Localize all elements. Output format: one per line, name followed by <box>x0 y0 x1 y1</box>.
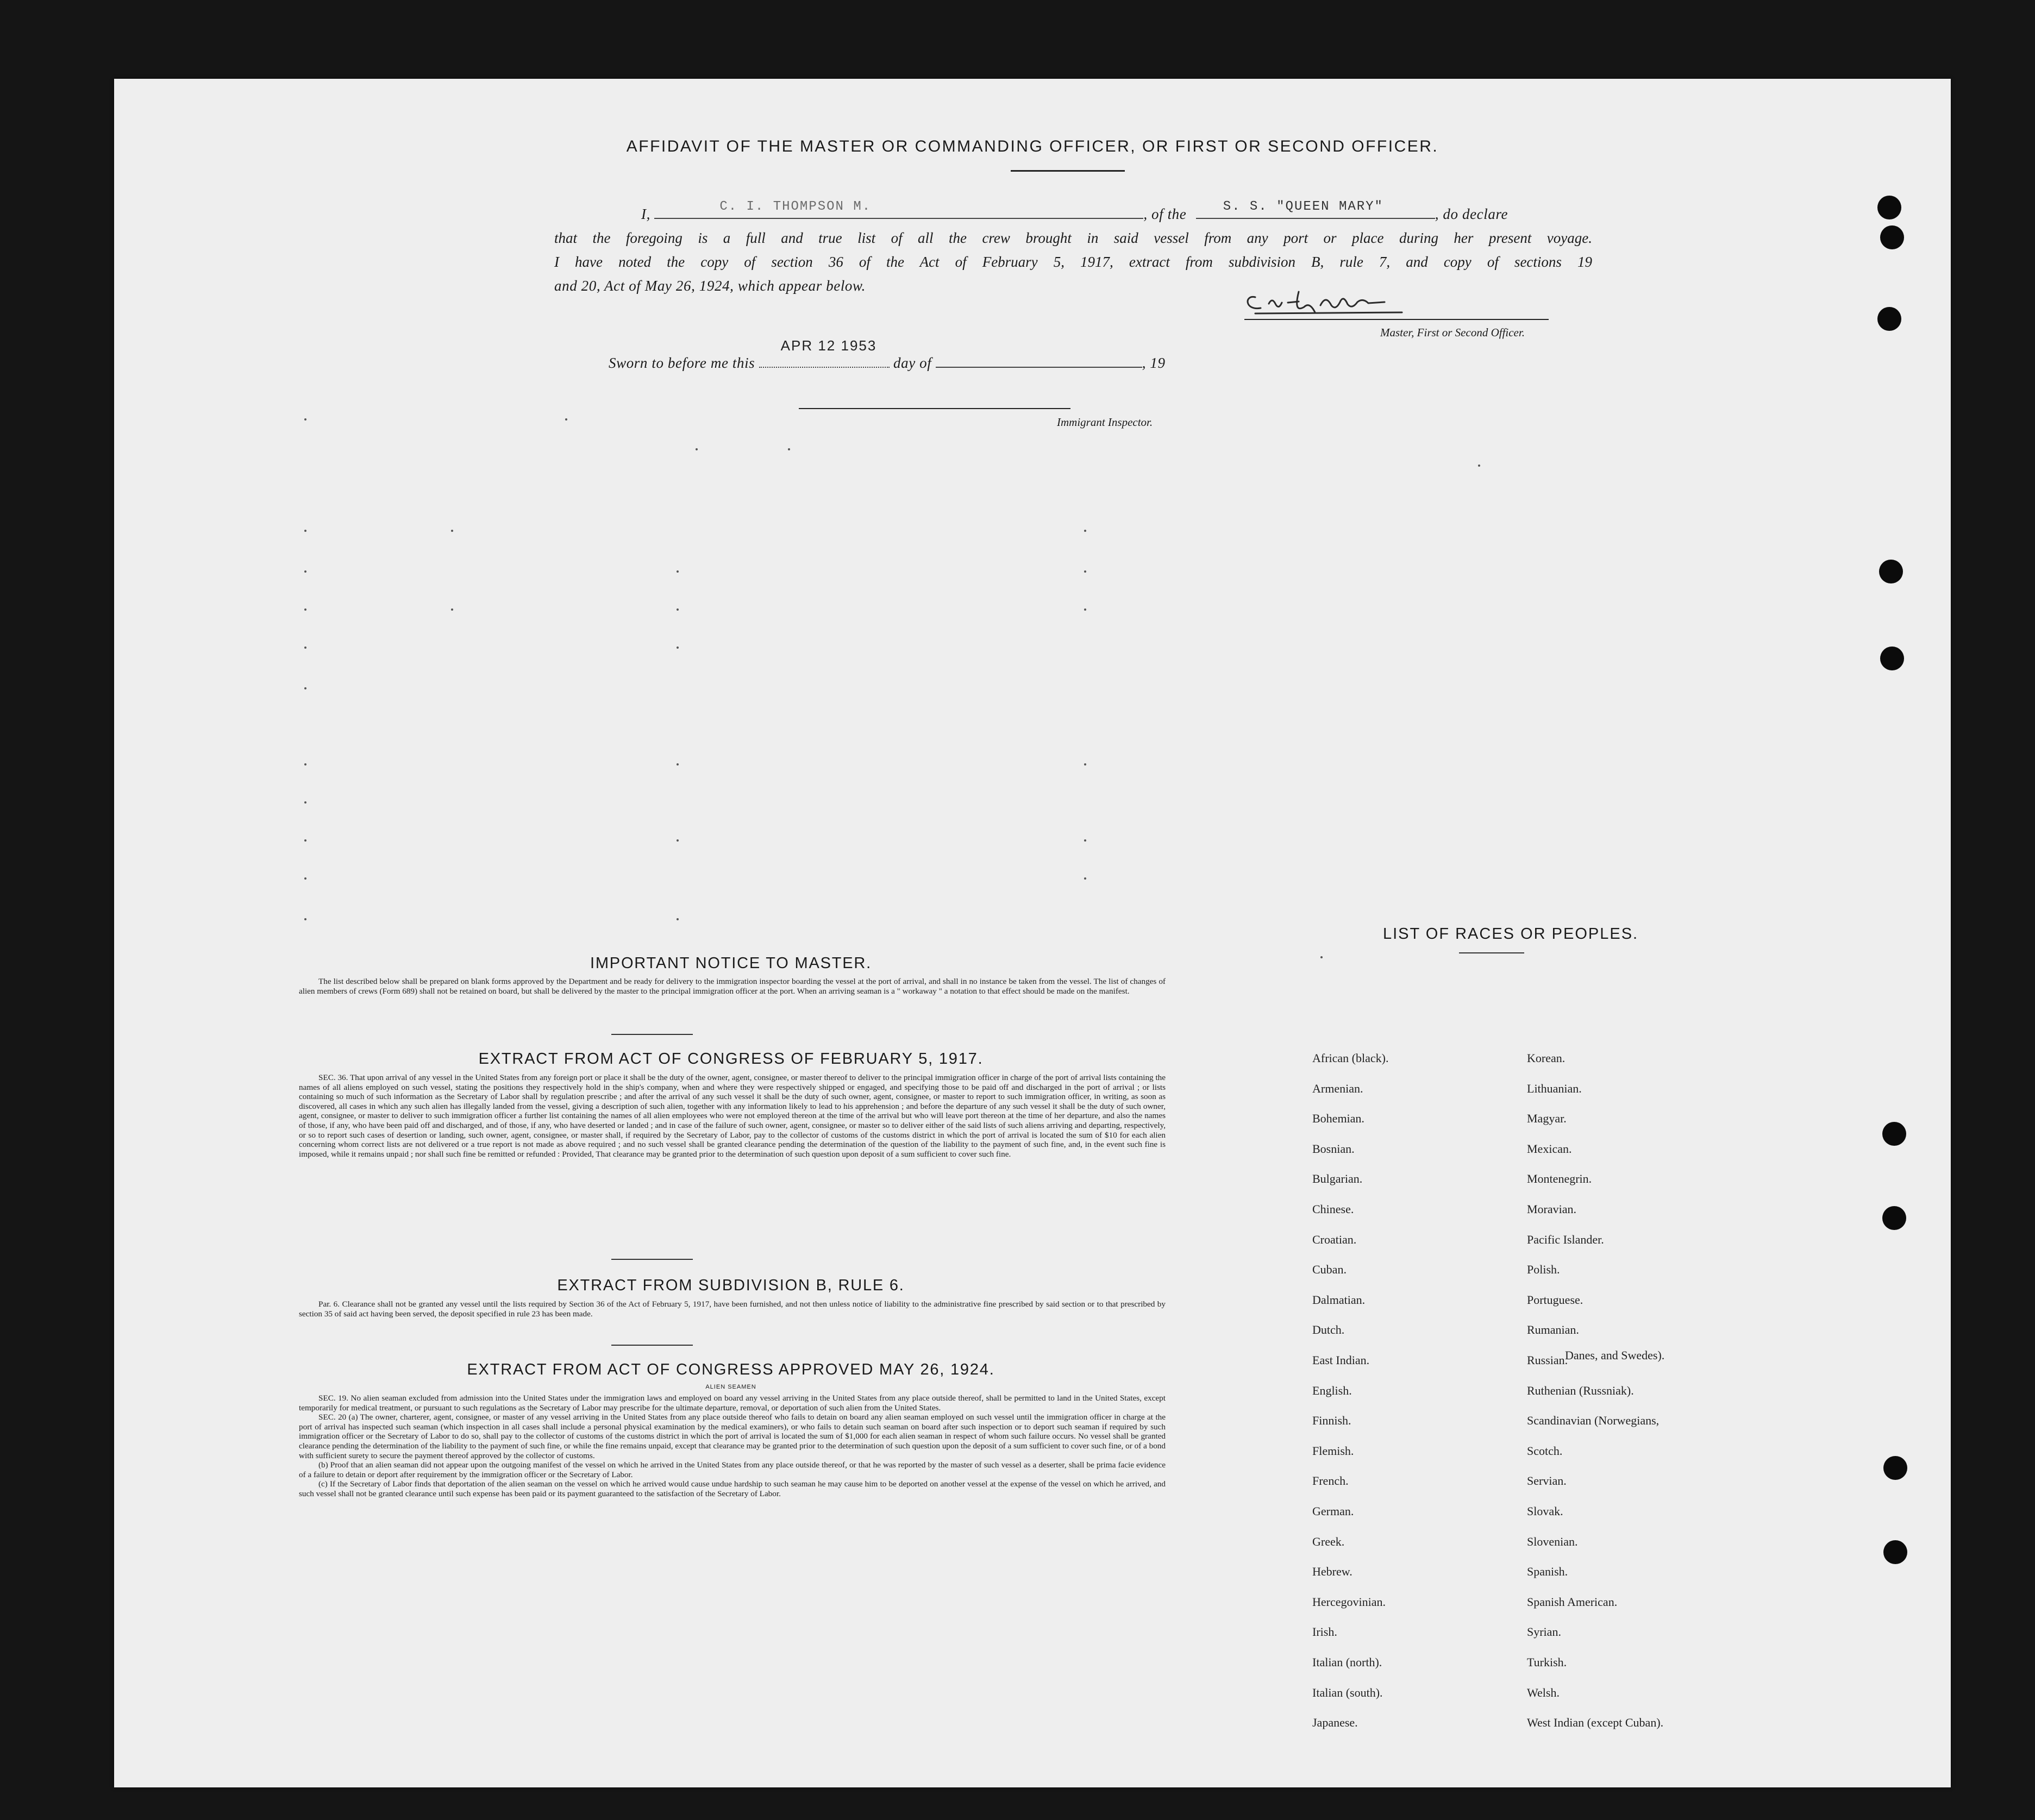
race-item: Montenegrin. <box>1527 1172 1592 1185</box>
master-name-field <box>654 199 1143 219</box>
notice-text <box>299 977 1166 996</box>
race-item: Croatian. <box>1312 1233 1357 1246</box>
sec-20b-paragraph: (b) Proof that an alien seaman did not appear upon the outgoing manifest of the vessel on which he arrived in the United States from any place outside thereof, or that he was reported by the master of such vessel as a deserter, shall be prima facie evidence of a failure to detain or deport after requirement by the immigration officer or the Secretary of Labor. <box>299 1460 1166 1479</box>
extract-1924-heading: EXTRACT FROM ACT OF CONGRESS APPROVED MAY 26, 1924. <box>467 1361 995 1378</box>
race-item: Chinese. <box>1312 1202 1354 1216</box>
race-item: Moravian. <box>1527 1202 1577 1216</box>
sworn-prefix: Sworn to before me this <box>609 355 755 371</box>
sworn-year: , 19 <box>1142 355 1166 371</box>
declaration-line-3: I have noted the copy of section 36 of the Act of February 5, 1917, extract from subdivision B, rule 7, and copy of sections 19 <box>554 254 1592 270</box>
punch-hole <box>1880 647 1904 670</box>
race-item: English. <box>1312 1384 1352 1397</box>
race-item: Armenian. <box>1312 1082 1363 1095</box>
race-item: Bosnian. <box>1312 1142 1355 1156</box>
race-item: Hercegovinian. <box>1312 1595 1386 1609</box>
subdivision-b-rule <box>611 1345 693 1346</box>
race-item: Scandinavian (Norwegians, <box>1527 1414 1660 1427</box>
sworn-month-field <box>936 356 1142 368</box>
race-item: Mexican. <box>1527 1142 1572 1156</box>
notice-heading: IMPORTANT NOTICE TO MASTER. <box>590 955 872 972</box>
sec-19-paragraph: SEC. 19. No alien seaman excluded from admission into the United States under the immigration laws and employed on board any vessel arriving in the United States from any place outside thereof, shall be permitted to land in the United States, except temporarily for medical treatment, or pursuant to such regulations as the Secretary of Labor may prescribe for the ultimate departure, removal, or deportation of such alien from the United States. <box>299 1394 1166 1413</box>
race-item: Scotch. <box>1527 1444 1563 1458</box>
declaration-line-2: that the foregoing is a full and true list of all the crew brought in said vessel from any port or place during her present voyage. <box>554 230 1592 246</box>
race-item: Servian. <box>1527 1474 1567 1488</box>
punch-hole <box>1880 225 1904 249</box>
extract-1917-text <box>299 1073 1166 1159</box>
vessel-name-typed: S. S. "QUEEN MARY" <box>1223 199 1383 214</box>
race-item: Irish. <box>1312 1625 1337 1639</box>
race-item: Japanese. <box>1312 1716 1358 1729</box>
inspector-caption: Immigrant Inspector. <box>1057 416 1153 429</box>
race-item: Korean. <box>1527 1051 1566 1065</box>
race-item: Greek. <box>1312 1535 1345 1548</box>
declaration-line-4: and 20, Act of May 26, 1924, which appear below. <box>554 278 866 294</box>
race-item: East Indian. <box>1312 1353 1370 1367</box>
notice-rule <box>611 1034 693 1035</box>
extract-1917-heading: EXTRACT FROM ACT OF CONGRESS OF FEBRUARY 5, 1917. <box>478 1050 984 1068</box>
race-item: Hebrew. <box>1312 1565 1353 1578</box>
race-item: African (black). <box>1312 1051 1389 1065</box>
sworn-day-of: day of <box>893 355 932 371</box>
race-item: Welsh. <box>1527 1686 1560 1699</box>
race-item: Dalmatian. <box>1312 1293 1366 1307</box>
race-item: Spanish American. <box>1527 1595 1618 1609</box>
vessel-name-field <box>1196 199 1435 219</box>
race-item: Cuban. <box>1312 1263 1347 1276</box>
race-item: Magyar. <box>1527 1112 1567 1125</box>
race-item: Italian (south). <box>1312 1686 1383 1699</box>
section-36-paragraph: SEC. 36. That upon arrival of any vessel in the United States from any foreign port or place it shall be the duty of the owner, agent, consignee, or master thereof to deliver to the principal immigration officer in charge of the port of arrival lists containing the names of all aliens employed on such vessel, stating the positions they respectively hold in the ship's company, when and where they were respectively shipped or engaged, and specifying those to be paid off and discharged in the port of arrival ; or lists containing so much of such information as the Secretary of Labor shall by regulation prescribe ; and after the arrival of any such vessel it shall be the duty of such owner, agent, consignee, or master to report to such immigration officer, in writing, as soon as discovered, all cases in which any such alien has illegally landed from the vessel, giving a description of such alien, together with any information likely to lead to his apprehension ; and before the departure of any such vessel it shall be the duty of such owner, agent, consignee, or master to deliver to such immigration officer a further list containing the names of all alien employees who were not employed thereon at the time of the arrival but who will leave port thereon at the time of her departure, and also the names of those, if any, who have been paid off and discharged, and of those, if any, who have deserted or landed ; and in case of the failure of such owner, agent, consignee, or master so to deliver either of the said lists of such aliens arriving and departing, respectively, or so to report such cases of desertion or landing, such owner, agent, consignee, or master shall, if required by the Secretary of Labor, pay to the collector of customs of the customs district in which the port of arrival is located the sum of $10 for each alien concerning whom correct lists are not delivered or a true report is not made as above required ; and no such vessel shall be granted clearance pending the determination of the question of the liability to the payment of such fine, and, in the event such fine is imposed, while it remains unpaid ; nor shall such fine be remitted or refunded : Provided, That clearance may be granted prior to the determination of such question upon deposit of a sum sufficient to cover such fine. <box>299 1073 1166 1159</box>
par-6-paragraph: Par. 6. Clearance shall not be granted any vessel until the lists required by Section 36 of the Act of February 5, 1917, have been furnished, and not then unless notice of liability to the administrative fine prescribed by said section or to that prescribed by section 35 of said act having been served, the deposit specified in rule 23 has been made. <box>299 1300 1166 1319</box>
sworn-day-field <box>759 337 890 368</box>
title-underline <box>1011 170 1125 172</box>
date-stamp: APR 12 1953 <box>780 337 877 354</box>
race-item: Lithuanian. <box>1527 1082 1582 1095</box>
races-heading: LIST OF RACES OR PEOPLES. <box>1383 925 1639 943</box>
race-item: Bulgarian. <box>1312 1172 1363 1185</box>
race-item: Spanish. <box>1527 1565 1568 1578</box>
alien-seamen-subheading: ALIEN SEAMEN <box>705 1384 756 1390</box>
race-item: West Indian (except Cuban). <box>1527 1716 1664 1729</box>
punch-hole <box>1882 1206 1906 1230</box>
race-item: Ruthenian (Russniak). <box>1527 1384 1634 1397</box>
punch-hole <box>1883 1456 1907 1480</box>
race-item: Finnish. <box>1312 1414 1351 1427</box>
race-item: Portuguese. <box>1527 1293 1583 1307</box>
declaration-line-1 <box>641 199 1508 223</box>
race-item: Pacific Islander. <box>1527 1233 1604 1246</box>
race-scandinavian-continued: Danes, and Swedes). <box>1565 1348 1665 1362</box>
race-item: Bohemian. <box>1312 1112 1364 1125</box>
punch-hole <box>1882 1122 1906 1146</box>
race-item: German. <box>1312 1504 1354 1518</box>
sworn-line <box>609 337 1166 372</box>
race-item: Russian. <box>1527 1353 1568 1367</box>
races-rule <box>1459 952 1524 953</box>
subdivision-b-text <box>299 1300 1166 1319</box>
race-item: Slovenian. <box>1527 1535 1578 1548</box>
declaration-i: I, <box>641 206 650 222</box>
race-item: French. <box>1312 1474 1349 1488</box>
subdivision-b-heading: EXTRACT FROM SUBDIVISION B, RULE 6. <box>557 1277 905 1294</box>
race-item: Dutch. <box>1312 1323 1345 1336</box>
inspector-signature-line <box>799 408 1070 409</box>
master-signature <box>1239 281 1418 319</box>
race-item: Flemish. <box>1312 1444 1354 1458</box>
punch-hole <box>1883 1540 1907 1564</box>
punch-hole <box>1879 560 1903 583</box>
document-page <box>114 79 1951 1787</box>
punch-hole <box>1877 307 1901 331</box>
affidavit-title: AFFIDAVIT OF THE MASTER OR COMMANDING OFFICER, OR FIRST OR SECOND OFFICER. <box>626 137 1439 155</box>
declaration-do-declare: , do declare <box>1435 206 1508 222</box>
race-item: Slovak. <box>1527 1504 1563 1518</box>
notice-paragraph: The list described below shall be prepared on blank forms approved by the Department and be ready for delivery to the immigration inspector boarding the vessel at the port of arrival, and shall in no instance be taken from the vessel. The list of changes of alien members of crews (Form 689) shall not be retained on board, but shall be delivered by the master to the principal immigration officer at the port. When an arriving seaman is a " workaway " a notation to that effect should be made on the manifest. <box>299 977 1166 996</box>
race-item: Polish. <box>1527 1263 1560 1276</box>
race-item: Italian (north). <box>1312 1655 1382 1669</box>
master-name-typed: C. I. THOMPSON M. <box>719 199 872 214</box>
signature-line <box>1244 319 1549 320</box>
race-item: Turkish. <box>1527 1655 1567 1669</box>
sec-20a-paragraph: SEC. 20 (a) The owner, charterer, agent, consignee, or master of any vessel arriving in the United States from any place outside thereof who fails to detain on board any alien seaman employed on such vessel until the immigration officer in charge at the port of arrival has inspected such seaman (which inspection in all cases shall include a personal physical examination by the medical examiners), or who fails to detain such seaman on board after such inspection or to deport such seaman if required by such immigration officer or the Secretary of Labor to do so, shall pay to the collector of customs of the customs district in which the port of arrival is located the sum of $1,000 for each alien seaman in respect of whom such failure occurs. No vessel shall be granted clearance pending the determination of the liability to the payment of such fine, or while the fine remains unpaid, except that clearance may be granted prior to the determination of such question upon the deposit of a sum sufficient to cover such fine, or of a bond with sufficient surety to secure the payment thereof approved by the collector of customs. <box>299 1413 1166 1460</box>
race-item: Syrian. <box>1527 1625 1561 1639</box>
signature-caption: Master, First or Second Officer. <box>1380 326 1525 339</box>
punch-hole <box>1877 196 1901 219</box>
sec-20c-paragraph: (c) If the Secretary of Labor finds that deportation of the alien seaman on the vessel on which he arrived would cause undue hardship to such seaman he may cause him to be deported on another vessel at the expense of the vessel on which he arrived, and such vessel shall not be granted clearance until such expense has been paid or its payment guaranteed to the satisfaction of the Secretary of Labor. <box>299 1479 1166 1498</box>
declaration-of-the: , of the <box>1143 206 1187 222</box>
extract-1917-rule <box>611 1259 693 1260</box>
extract-1924-text <box>299 1394 1166 1499</box>
race-item: Rumanian. <box>1527 1323 1579 1336</box>
